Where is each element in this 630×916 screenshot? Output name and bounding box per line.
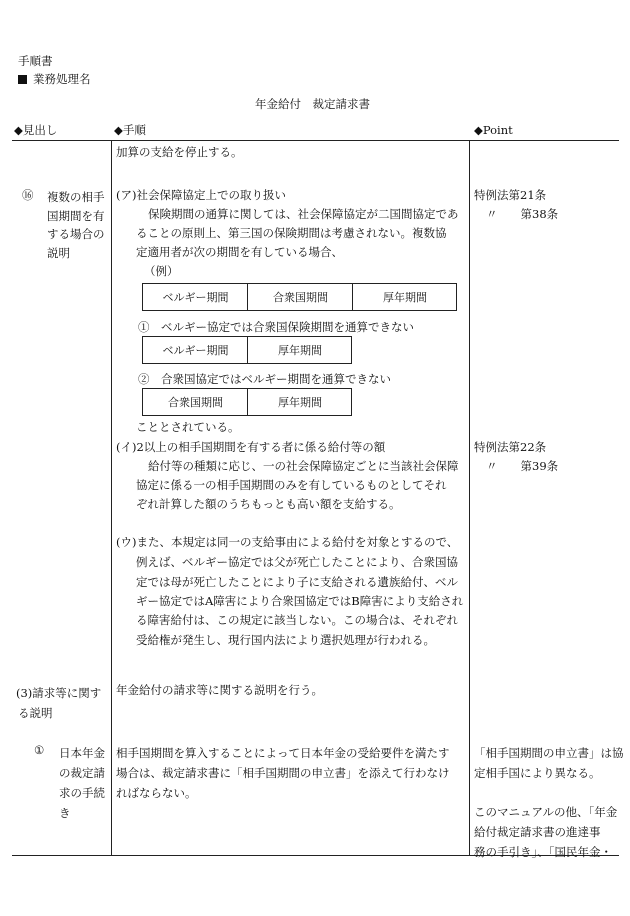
section-label: 業務処理名 — [33, 72, 91, 86]
example-table-2 — [142, 336, 352, 364]
item3-text: 年金給付の請求等に関する説明を行う。 — [116, 683, 323, 697]
item16-label-line: 国期間を有 — [47, 208, 105, 223]
item3-label-line: (3)請求等に関す — [16, 686, 102, 700]
u-line: 例えば、ベルギー協定では父が死亡したことにより、合衆国協 — [136, 555, 458, 569]
i-heading: (イ)2以上の相手国期間を有する者に係る給付等の額 — [116, 440, 386, 454]
item1-point-line: 「相手国期間の申立書」は協 — [474, 746, 624, 760]
item16-label-line: 説明 — [47, 245, 70, 260]
item3-label — [16, 683, 101, 723]
u-line: (ウ)また、本規定は同一の支給事由による給付を対象とするので、 — [116, 535, 459, 549]
section-label-row — [18, 72, 91, 86]
point-i-1: 特例法第22条 — [474, 440, 547, 454]
u-line: 定では母が死亡したことにより子に支給される遺族給付、ベル — [136, 575, 458, 589]
note-1: ① ベルギー協定では合衆国保険期間を通算できない — [138, 320, 414, 334]
item16-label — [47, 188, 105, 262]
square-bullet-icon — [18, 75, 27, 84]
u-line: る障害給付は、この規定に該当しない。この場合は、それぞれ — [136, 613, 458, 627]
item1-point-line: 定相手国により異なる。 — [474, 766, 601, 780]
header-midashi: ◆見出し — [14, 123, 58, 137]
example-label: （例） — [144, 264, 179, 278]
u-line: ギー協定ではA障害により合衆国協定ではB障害により支給され — [136, 594, 464, 608]
item1-point-2 — [474, 802, 617, 862]
item1-label-line: 求の手続 — [59, 786, 105, 800]
a-heading: (ア)社会保障協定上での取り扱い — [116, 188, 286, 202]
a-line: 保険期間の通算に関しては、社会保障協定が二国間協定であ — [148, 207, 459, 221]
item1-number: ① — [34, 743, 45, 757]
u-line: 受給権が発生し、現行国内法により選択処理が行われる。 — [136, 633, 435, 647]
item1-text-line: 相手国期間を算入することによって日本年金の受給要件を満たす — [116, 746, 450, 760]
point-a-2: 〃 第38条 — [486, 207, 559, 221]
table-cell: 厚年期間 — [383, 291, 427, 304]
table-cell: 合衆国期間 — [168, 396, 223, 409]
item3-label-line: る説明 — [18, 706, 53, 720]
item16-label-line: 複数の相手 — [47, 190, 105, 204]
top-line: 加算の支給を停止する。 — [116, 145, 243, 159]
table-cell: ベルギー期間 — [162, 344, 229, 357]
i-line: 協定に係る一の相手国期間のみを有しているものとしてそれ — [136, 478, 447, 492]
example-table-1 — [142, 283, 457, 311]
page-title: 年金給付 裁定請求書 — [255, 97, 370, 111]
item1-text-line: 場合は、裁定請求書に「相手国期間の申立書」を添えて行わなけ — [116, 766, 450, 780]
column-divider-2 — [469, 140, 470, 855]
a-line: 定適用者が次の期間を有している場合、 — [136, 245, 343, 259]
point-a-1: 特例法第21条 — [474, 188, 547, 202]
table-cell: 厚年期間 — [278, 396, 322, 409]
i-line: ぞれ計算した額のうちもっとも高い額を支給する。 — [136, 497, 401, 511]
point-i-2: 〃 第39条 — [486, 459, 559, 473]
item1-text-line: ればならない。 — [116, 786, 197, 800]
item1-text — [116, 743, 450, 803]
item16-number: ⑯ — [22, 188, 34, 202]
item1-label-line: 日本年金 — [59, 746, 105, 760]
note-2: ② 合衆国協定ではベルギー期間を通算できない — [138, 372, 391, 386]
doc-type: 手順書 — [18, 54, 53, 68]
table-cell: 厚年期間 — [278, 344, 322, 357]
item16-label-line: する場合の — [47, 227, 105, 241]
item1-point — [474, 743, 624, 783]
item1-point-line: このマニュアルの他、「年金 — [474, 805, 618, 819]
conclusion-line: こととされている。 — [136, 420, 240, 434]
header-point: ◆Point — [474, 123, 513, 137]
item1-point-line: 給付裁定請求書の進達事 — [474, 825, 601, 839]
item1-label — [59, 743, 105, 823]
item1-label-line: き — [59, 806, 71, 820]
a-line: ることの原則上、第三国の保険期間は考慮されない。複数協 — [136, 226, 447, 240]
item1-point-line: 務の手引き」、「国民年金・ — [474, 845, 612, 859]
example-table-3 — [142, 388, 352, 416]
table-cell: ベルギー期間 — [162, 291, 229, 304]
column-divider-1 — [111, 140, 112, 855]
item1-label-line: の裁定請 — [59, 766, 105, 780]
table-cell: 合衆国期間 — [273, 291, 328, 304]
header-tejun: ◆手順 — [114, 123, 146, 137]
i-line: 給付等の種類に応じ、一の社会保障協定ごとに当該社会保障 — [148, 459, 459, 473]
header-rule — [12, 140, 619, 141]
